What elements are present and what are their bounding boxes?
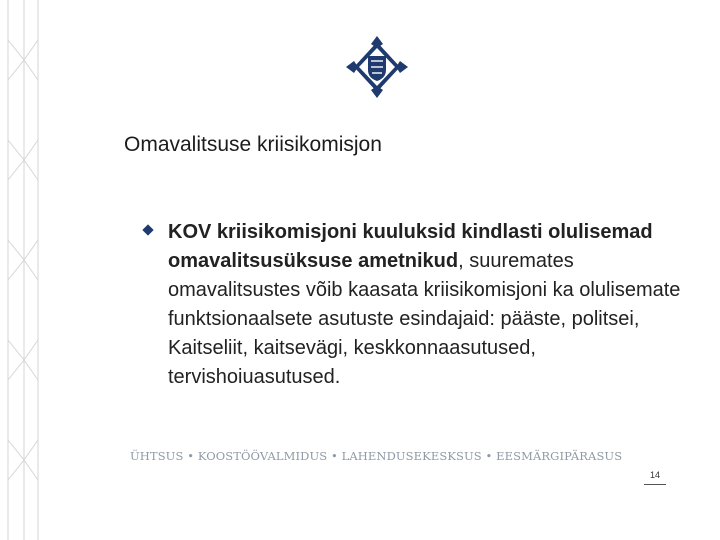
bullet-list xyxy=(144,218,684,392)
estonian-coat-of-arms-emblem-icon xyxy=(346,36,408,98)
slide-title: Omavalitsuse kriisikomisjon xyxy=(124,133,382,156)
bullet-text xyxy=(168,218,684,392)
decorative-side-lines xyxy=(0,0,60,540)
bullet-regular-text: , suuremates omavalitsustes võib kaasata kriisikomisjoni ka olulisemate funktsionaalsete asutuste esindajaid: pääste, politsei, Kaitseliit, kaitsevägi, keskkonnaasutused, tervishoiuasutused. xyxy=(168,250,681,388)
page-number: 14 xyxy=(650,470,661,480)
footer-motto: ÜHTSUS • KOOSTÖÖVALMIDUS • LAHENDUSEKESKSUS • EESMÄRGIPÄRASUS xyxy=(130,449,623,463)
bullet-bold-text: KOV kriisikomisjoni kuuluksid kindlasti olulisemad omavalitsusüksuse ametnikud xyxy=(168,221,653,272)
diamond-bullet-icon xyxy=(142,224,153,235)
page-number-underline xyxy=(644,484,666,485)
